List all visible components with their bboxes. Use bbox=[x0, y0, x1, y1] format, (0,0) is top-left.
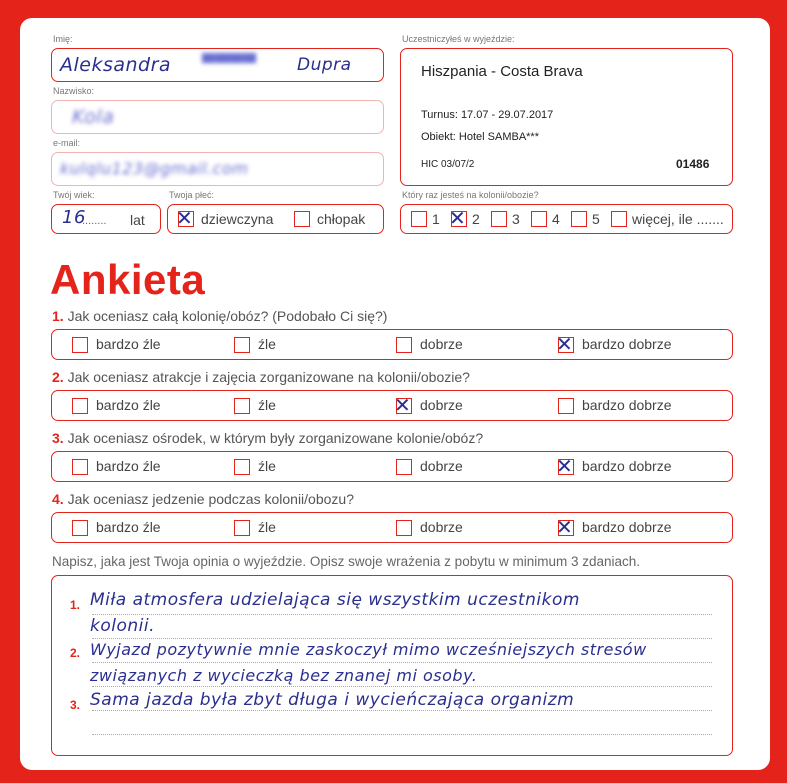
q3-checkbox-zle[interactable] bbox=[234, 459, 250, 475]
trip-code: HIC 03/07/2 bbox=[421, 159, 475, 170]
checkmark-cross-icon: ✕ bbox=[556, 332, 573, 356]
q4-checkbox-bardzo-dobrze[interactable] bbox=[556, 515, 574, 539]
checkmark-cross-icon: ✕ bbox=[176, 206, 193, 230]
checkmark-cross-icon: ✕ bbox=[556, 454, 573, 478]
survey-title: Ankieta bbox=[50, 256, 206, 303]
q4-checkbox-bardzo-zle[interactable] bbox=[72, 520, 88, 536]
imie-value-2: Dupra bbox=[297, 55, 352, 75]
email-label: e-mail: bbox=[53, 138, 81, 148]
q1-option-zle: źle bbox=[258, 336, 276, 352]
plec-option-chlopak: chłopak bbox=[317, 211, 366, 227]
opinion-line-number-3: 3. bbox=[70, 698, 81, 712]
question-3: 3. Jak oceniasz ośrodek, w którym były zorganizowane kolonie/obóz? bbox=[52, 430, 484, 446]
answer-row-3 bbox=[51, 451, 733, 482]
email-field[interactable] bbox=[51, 152, 384, 186]
times-field bbox=[400, 204, 733, 234]
times-label: Który raz jesteś na kolonii/obozie? bbox=[402, 190, 539, 200]
nazwisko-field[interactable] bbox=[51, 100, 384, 134]
q2-checkbox-dobrze[interactable] bbox=[394, 393, 412, 417]
times-checkbox-2[interactable] bbox=[449, 206, 467, 230]
q3-option-bardzo-zle: bardzo źle bbox=[96, 458, 161, 474]
q1-checkbox-dobrze[interactable] bbox=[396, 337, 412, 353]
writing-line bbox=[92, 686, 712, 687]
writing-line bbox=[92, 734, 712, 735]
q3-checkbox-bardzo-zle[interactable] bbox=[72, 459, 88, 475]
q3-checkbox-dobrze[interactable] bbox=[396, 459, 412, 475]
writing-line bbox=[92, 614, 712, 615]
q3-checkbox-bardzo-dobrze[interactable] bbox=[556, 454, 574, 478]
writing-line bbox=[92, 662, 712, 663]
opinion-line-2: Wyjazd pozytywnie mnie zaskoczył mimo wcześniejszych stresów bbox=[90, 640, 647, 659]
q4-option-zle: źle bbox=[258, 519, 276, 535]
trip-turnus: Turnus: 17.07 - 29.07.2017 bbox=[421, 109, 554, 121]
opinion-line-3: Sama jazda była zbyt długa i wycieńczająca organizm bbox=[90, 690, 575, 710]
wiek-value: 16 bbox=[62, 207, 86, 228]
imie-value: Aleksandra bbox=[60, 54, 172, 76]
times-option-2: 2 bbox=[472, 211, 480, 227]
question-1: 1. Jak oceniasz całą kolonię/obóz? (Podobało Ci się?) bbox=[52, 308, 388, 324]
answer-row-1 bbox=[51, 329, 733, 360]
trip-obiekt: Obiekt: Hotel SAMBA*** bbox=[421, 131, 539, 143]
writing-line bbox=[92, 710, 712, 711]
wiek-unit: lat bbox=[130, 212, 145, 228]
form-sheet bbox=[20, 18, 770, 770]
q4-option-bardzo-zle: bardzo źle bbox=[96, 519, 161, 535]
q4-option-bardzo-dobrze: bardzo dobrze bbox=[582, 519, 672, 535]
opinion-line-number-2: 2. bbox=[70, 646, 81, 660]
imie-scribble: ▀▀▀▀ bbox=[202, 54, 257, 74]
q2-option-dobrze: dobrze bbox=[420, 397, 463, 413]
q1-checkbox-bardzo-dobrze[interactable] bbox=[556, 332, 574, 356]
plec-option-dziewczyna: dziewczyna bbox=[201, 211, 274, 227]
plec-field bbox=[167, 204, 384, 234]
q2-checkbox-bardzo-zle[interactable] bbox=[72, 398, 88, 414]
q2-option-bardzo-zle: bardzo źle bbox=[96, 397, 161, 413]
times-checkbox-1[interactable] bbox=[411, 211, 427, 227]
trip-number: 01486 bbox=[676, 157, 710, 171]
plec-checkbox-chlopak[interactable] bbox=[294, 211, 310, 227]
q4-checkbox-zle[interactable] bbox=[234, 520, 250, 536]
checkmark-cross-icon: ✕ bbox=[556, 515, 573, 539]
question-2: 2. Jak oceniasz atrakcje i zajęcia zorganizowane na kolonii/obozie? bbox=[52, 369, 470, 385]
q3-option-dobrze: dobrze bbox=[420, 458, 463, 474]
checkmark-cross-icon: ✕ bbox=[449, 206, 466, 230]
times-checkbox-3[interactable] bbox=[491, 211, 507, 227]
trip-destination: Hiszpania - Costa Brava bbox=[421, 63, 583, 80]
opinion-line-number-1: 1. bbox=[70, 598, 81, 612]
times-option-3: 3 bbox=[512, 211, 520, 227]
times-option-5: 5 bbox=[592, 211, 600, 227]
q2-checkbox-bardzo-dobrze[interactable] bbox=[558, 398, 574, 414]
opinion-prompt: Napisz, jaka jest Twoja opinia o wyjeździe. Opisz swoje wrażenia z pobytu w minimum 3 zdaniach. bbox=[52, 554, 641, 569]
q1-checkbox-bardzo-zle[interactable] bbox=[72, 337, 88, 353]
plec-label: Twoja płeć: bbox=[169, 190, 215, 200]
times-checkbox-5[interactable] bbox=[571, 211, 587, 227]
opinion-line-1: Miła atmosfera udzielająca się wszystkim uczestnikom bbox=[90, 590, 580, 610]
wiek-dots: ........ bbox=[82, 215, 107, 227]
q4-checkbox-dobrze[interactable] bbox=[396, 520, 412, 536]
times-checkbox-more[interactable] bbox=[611, 211, 627, 227]
plec-checkbox-dziewczyna[interactable] bbox=[176, 206, 194, 230]
times-option-1: 1 bbox=[432, 211, 440, 227]
question-4: 4. Jak oceniasz jedzenie podczas kolonii/obozu? bbox=[52, 491, 354, 507]
opinion-line-2b: związanych z wycieczką bez znanej mi osoby. bbox=[90, 666, 478, 685]
q3-option-zle: źle bbox=[258, 458, 276, 474]
q1-option-dobrze: dobrze bbox=[420, 336, 463, 352]
times-option-4: 4 bbox=[552, 211, 560, 227]
q2-checkbox-zle[interactable] bbox=[234, 398, 250, 414]
times-option-more: więcej, ile ....... bbox=[632, 211, 724, 227]
wiek-field[interactable] bbox=[51, 204, 161, 234]
q4-option-dobrze: dobrze bbox=[420, 519, 463, 535]
opinion-box[interactable] bbox=[51, 575, 733, 756]
opinion-line-1b: kolonii. bbox=[90, 616, 155, 636]
q1-option-bardzo-zle: bardzo źle bbox=[96, 336, 161, 352]
writing-line bbox=[92, 638, 712, 639]
imie-label: Imię: bbox=[53, 34, 73, 44]
q1-option-bardzo-dobrze: bardzo dobrze bbox=[582, 336, 672, 352]
nazwisko-label: Nazwisko: bbox=[53, 86, 95, 96]
q1-checkbox-zle[interactable] bbox=[234, 337, 250, 353]
answer-row-4 bbox=[51, 512, 733, 543]
answer-row-2 bbox=[51, 390, 733, 421]
trip-box bbox=[400, 48, 733, 186]
checkmark-cross-icon: ✕ bbox=[394, 393, 411, 417]
q2-option-bardzo-dobrze: bardzo dobrze bbox=[582, 397, 672, 413]
wiek-label: Twój wiek: bbox=[53, 190, 95, 200]
q3-option-bardzo-dobrze: bardzo dobrze bbox=[582, 458, 672, 474]
imie-field[interactable] bbox=[51, 48, 384, 82]
email-value: kulqlu123@gmail.com bbox=[60, 159, 249, 178]
nazwisko-value: Kola bbox=[72, 106, 115, 128]
times-checkbox-4[interactable] bbox=[531, 211, 547, 227]
q2-option-zle: źle bbox=[258, 397, 276, 413]
trip-label: Uczestniczyłeś w wyjeździe: bbox=[402, 34, 515, 44]
